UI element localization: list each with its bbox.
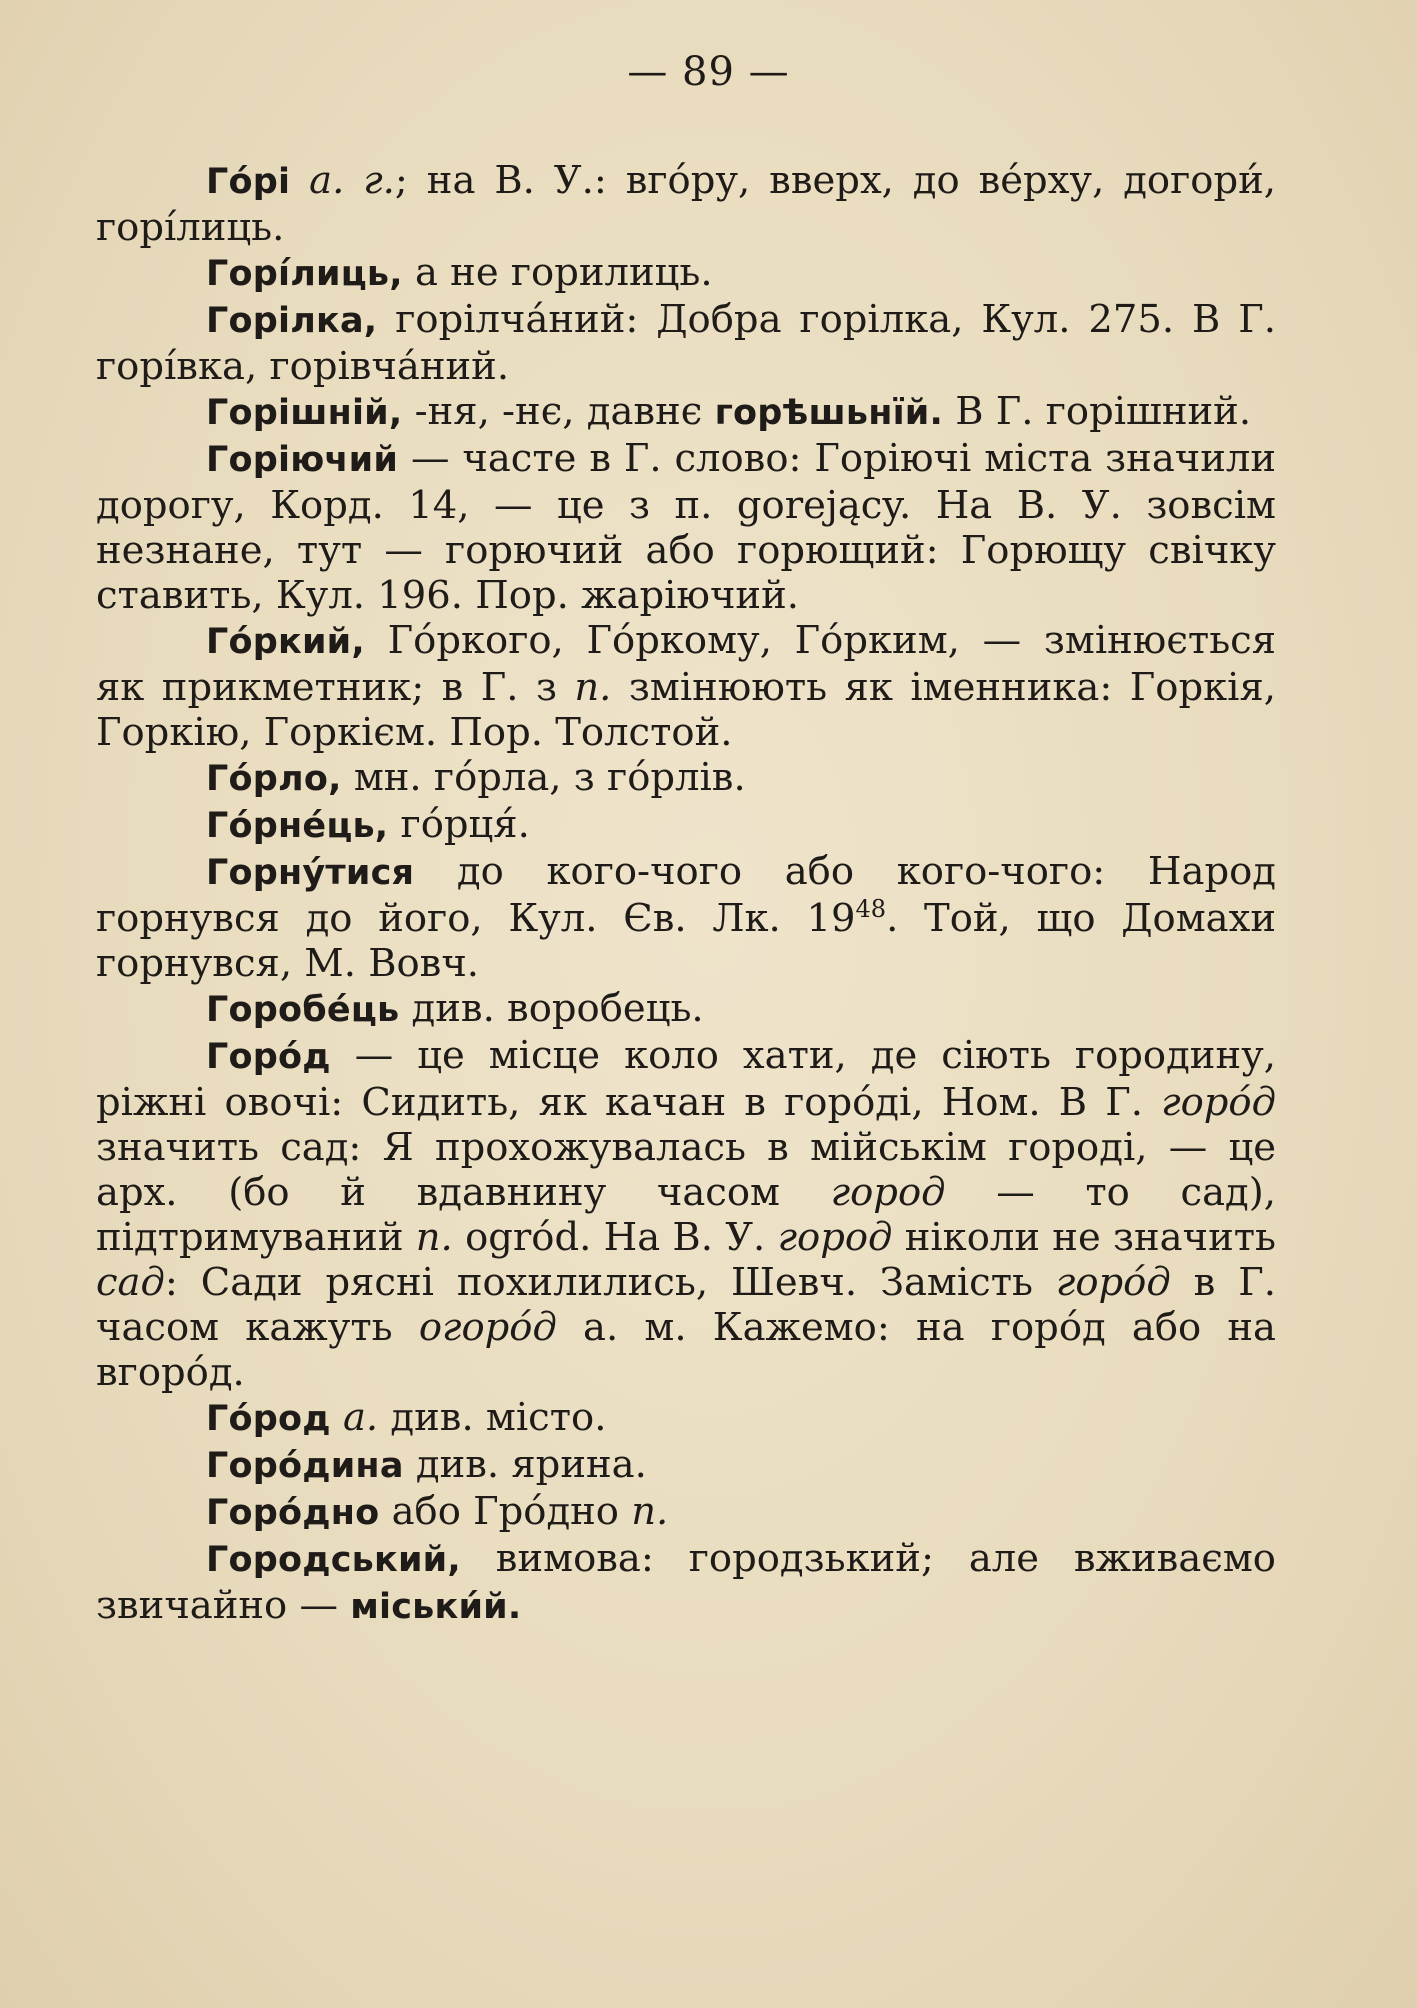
dictionary-entry xyxy=(96,755,1276,802)
entry-text: або Грóдно xyxy=(379,1489,632,1534)
entry-text: а не горилиць. xyxy=(402,250,713,295)
entry-headword: Горіючий xyxy=(206,440,399,480)
entry-headword: Го́ркий, xyxy=(206,622,365,662)
entry-italic-text: сад xyxy=(96,1260,165,1305)
entry-headword: Городський, xyxy=(206,1540,461,1580)
entry-italic-text: п. xyxy=(631,1489,669,1534)
entry-text: змінюють як іменника: Горкія, Горкію, Горкієм. Пор. Толстой. xyxy=(96,665,1277,755)
entry-headword: Горо́д xyxy=(206,1037,331,1077)
entry-text: в Г. часом кажуть xyxy=(96,1260,1276,1350)
dictionary-entry xyxy=(96,250,1276,297)
entry-text: а. м. Кажемо: на горóд або на вгорóд. xyxy=(96,1305,1276,1395)
entry-text: див. воробець. xyxy=(399,986,704,1031)
dictionary-entry xyxy=(96,618,1276,755)
dictionary-entry xyxy=(96,1442,1276,1489)
dictionary-entry xyxy=(96,297,1276,389)
entry-headword: Горішній, xyxy=(206,393,403,433)
dictionary-entry xyxy=(96,1536,1276,1630)
dictionary-entry xyxy=(96,802,1276,849)
entry-headword: Горну́тися xyxy=(206,853,415,893)
entry-text: Гóркого, Гóркому, Гóрким, — змінюється як прикметник; в Г. з xyxy=(96,618,1276,710)
entry-text: — це місце коло хати, де сіють городину, ріжні овочі: Сидить, як качан в горóді, Ном. В Г. xyxy=(96,1033,1276,1125)
entry-text: значить сад: Я прохожувалась в мійськім городі, — це арх. (бо й вдавнину часом xyxy=(96,1125,1276,1215)
entry-headword: Горо́дно xyxy=(206,1493,380,1533)
entry-text: В Г. горішний. xyxy=(943,389,1252,434)
entry-text: — часте в Г. слово: Горіючі міста значили дорогу, Корд. 14, — це з п. gorejący. На В. У. зовсім незнане, тут — горючий або горющий: Горющу свічку ставить, Кул. 196. Пор. жаріючий. xyxy=(96,436,1276,618)
entry-italic-text: п. xyxy=(574,665,612,710)
entry-headword: Го́род xyxy=(206,1399,331,1439)
entry-italic-text: а. xyxy=(342,1395,379,1440)
entry-text: див. місто. xyxy=(378,1395,607,1440)
entry-text: ніколи не значить xyxy=(892,1215,1276,1260)
entry-text: гóрця́. xyxy=(388,802,530,847)
page-number: — 89 — xyxy=(627,49,790,95)
entry-text: — то сад), підтримуваний xyxy=(96,1170,1277,1260)
entry-text: горілча́ний: Добра горілка, Кул. 275. В Г. горі́вка, горівча́ний. xyxy=(96,297,1276,389)
entry-text: вимова: городзький; але вживаємо звичайно — xyxy=(96,1536,1276,1628)
entry-text xyxy=(290,158,309,203)
entry-text: див. ярина. xyxy=(403,1442,647,1487)
dictionary-entries xyxy=(96,158,1276,1630)
entry-headword: Горілка, xyxy=(206,301,378,341)
entry-headword: Горо́дина xyxy=(206,1446,404,1486)
entry-italic-text: город xyxy=(830,1170,946,1215)
entry-text: ; на В. У.: вгóру, вверх, до вéрху, догори́, горі́лиць. xyxy=(96,158,1276,250)
entry-headword: Горі́лиць, xyxy=(206,254,403,294)
entry-text: . Той, що Домахи горнувся, М. Вовч. xyxy=(96,896,1276,986)
entry-headword: міськи́й. xyxy=(350,1587,522,1627)
entry-italic-text: горóд xyxy=(1161,1080,1276,1125)
entry-italic-text: а. г. xyxy=(309,158,395,203)
entry-headword: Го́рі xyxy=(206,162,291,202)
dictionary-entry xyxy=(96,986,1276,1033)
entry-headword: Горобе́ць xyxy=(206,990,400,1030)
entry-headword: Го́рне́ць, xyxy=(206,806,389,846)
entry-italic-text: п. xyxy=(415,1215,453,1260)
dictionary-entry xyxy=(96,849,1276,986)
entry-text: до кого-чого або кого-чого: Народ горнувся до його, Кул. Єв. Лк. 19 xyxy=(96,849,1276,941)
entry-headword: горѣшьнїй. xyxy=(714,393,944,433)
entry-italic-text: город xyxy=(777,1215,893,1260)
entry-text: -ня, -нє, давнє xyxy=(402,389,715,434)
entry-italic-text: огорóд xyxy=(418,1305,557,1350)
dictionary-entry xyxy=(96,1033,1276,1395)
entry-text xyxy=(331,1395,343,1440)
dictionary-entry xyxy=(96,158,1276,250)
entry-text: мн. гóрла, з гóрлів. xyxy=(341,755,746,800)
entry-text: : Сади ряснi похилились, Шевч. Замість xyxy=(164,1260,1056,1305)
entry-text: ogród. На В. У. xyxy=(452,1215,778,1260)
dictionary-entry xyxy=(96,389,1276,436)
entry-superscript: 48 xyxy=(855,895,887,924)
dictionary-entry xyxy=(96,1489,1276,1536)
dictionary-entry xyxy=(96,1395,1276,1442)
entry-headword: Го́рло, xyxy=(206,759,342,799)
dictionary-entry xyxy=(96,436,1276,618)
entry-italic-text: горóд xyxy=(1055,1260,1171,1305)
